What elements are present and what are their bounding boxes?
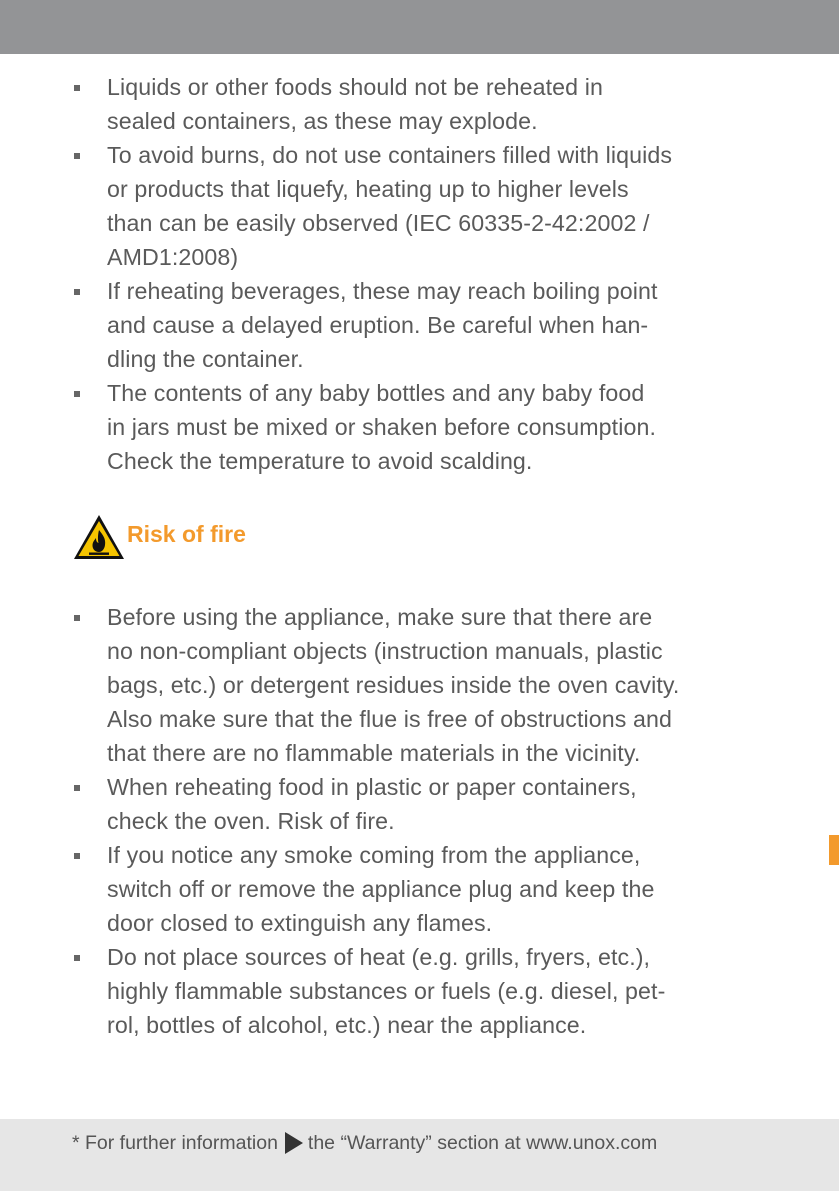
text-line: When reheating food in plastic or paper containers,	[107, 774, 637, 800]
text-line: Before using the appliance, make sure that there are	[107, 604, 653, 630]
footer-prefix: * For further information	[72, 1131, 278, 1154]
text-line: bags, etc.) or detergent residues inside the oven cavity.	[107, 672, 680, 698]
bullet-icon	[74, 615, 80, 621]
text-line: To avoid burns, do not use containers filled with liquids	[107, 142, 673, 168]
fire-warning-icon	[72, 513, 126, 561]
text-line: check the oven. Risk of fire.	[107, 808, 395, 834]
bullet-icon	[74, 85, 80, 91]
text-line: If reheating beverages, these may reach boiling point	[107, 278, 658, 304]
text-line: If you notice any smoke coming from the appliance,	[107, 842, 641, 868]
text-line: The contents of any baby bottles and any baby food	[107, 380, 645, 406]
text-line: or products that liquefy, heating up to higher levels	[107, 176, 629, 202]
top-header-bar	[0, 0, 839, 54]
bullet-icon	[74, 289, 80, 295]
text-line: dling the container.	[107, 346, 304, 372]
text-line: switch off or remove the appliance plug and keep the	[107, 876, 655, 902]
bullet-icon	[74, 785, 80, 791]
bullet-icon	[74, 853, 80, 859]
text-line: door closed to extinguish any flames.	[107, 910, 493, 936]
text-line: highly flammable substances or fuels (e.g. diesel, pet-	[107, 978, 666, 1004]
list-item	[72, 138, 772, 274]
text-line: Check the temperature to avoid scalding.	[107, 448, 533, 474]
list-item	[72, 838, 772, 940]
list-item	[72, 770, 772, 838]
list-item	[72, 70, 772, 138]
text-line: Liquids or other foods should not be reheated in	[107, 74, 603, 100]
bullet-icon	[74, 955, 80, 961]
bullet-icon	[74, 391, 80, 397]
list-item	[72, 600, 772, 770]
section-tab-marker	[829, 835, 839, 865]
fire-safety-list	[72, 600, 772, 1042]
footer-bar	[0, 1119, 839, 1191]
section-heading: Risk of fire	[127, 521, 246, 547]
footer-note	[72, 1131, 657, 1155]
text-line: Do not place sources of heat (e.g. grills, fryers, etc.),	[107, 944, 651, 970]
text-line: than can be easily observed (IEC 60335-2-42:2002 /	[107, 210, 650, 236]
text-line: rol, bottles of alcohol, etc.) near the appliance.	[107, 1012, 587, 1038]
play-arrow-icon	[284, 1131, 304, 1155]
text-line: Also make sure that the flue is free of obstructions and	[107, 706, 672, 732]
text-line: in jars must be mixed or shaken before consumption.	[107, 414, 656, 440]
safety-list	[72, 70, 772, 478]
text-line: sealed containers, as these may explode.	[107, 108, 538, 134]
text-line: no non-compliant objects (instruction manuals, plastic	[107, 638, 663, 664]
footer-warranty-link[interactable]: the “Warranty” section at www.unox.com	[307, 1131, 658, 1154]
text-line: AMD1:2008)	[107, 244, 239, 270]
text-line: that there are no flammable materials in the vicinity.	[107, 740, 641, 766]
list-item	[72, 376, 772, 478]
list-item	[72, 940, 772, 1042]
text-line: and cause a delayed eruption. Be careful when han-	[107, 312, 649, 338]
bullet-icon	[74, 153, 80, 159]
risk-of-fire-heading	[72, 512, 472, 562]
list-item	[72, 274, 772, 376]
